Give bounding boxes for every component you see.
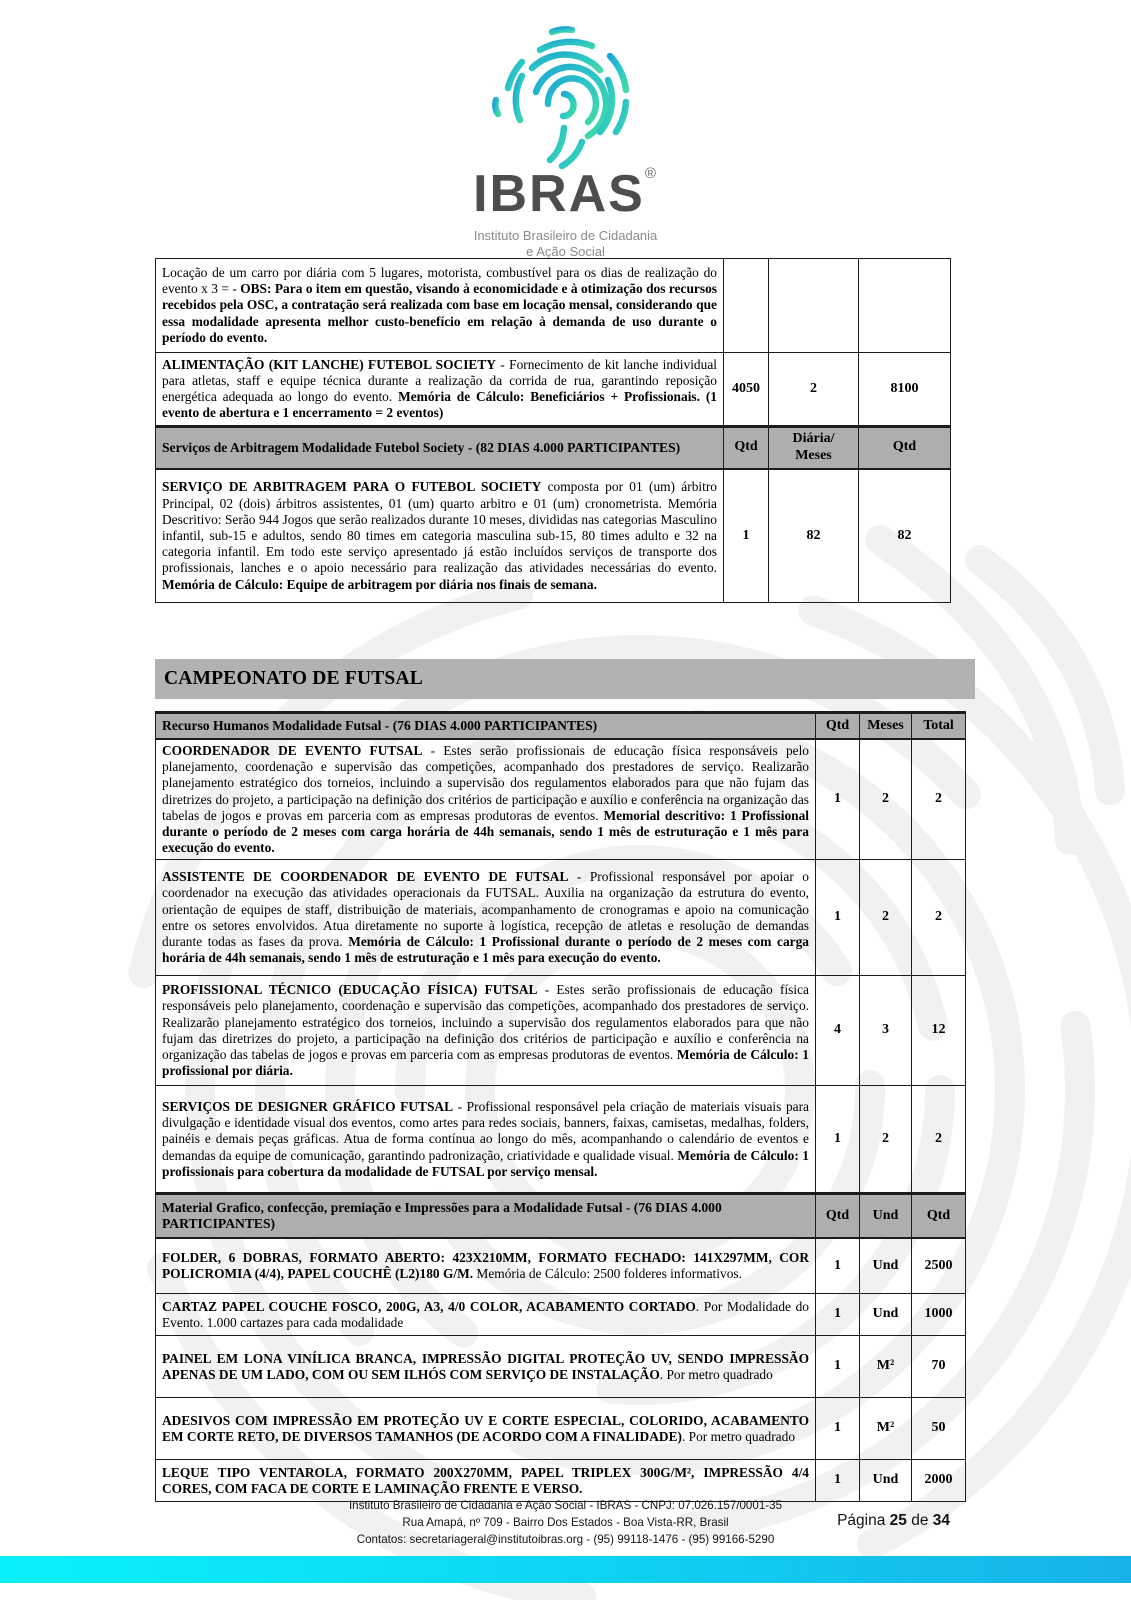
memoria-calculo: Memória de Cálculo: Beneficiários + Profissionais. (1 evento de abertura e 1 encerramento = 2 eventos) — [162, 389, 717, 421]
und-cell: Und — [860, 1294, 912, 1336]
table-row — [156, 976, 966, 1086]
diaria-cell: 82 — [769, 469, 859, 603]
table-row — [156, 1086, 966, 1194]
description-text: - Profissional responsável por apoiar o coordenador na execução das atividades operacionais da FUTSAL. Auxilia na organização da estrutura do evento, orientação de equipes de staff, distribuição de materiais, acompanhamento de cronogramas e apoio na comunicação entre os setores envolvidos. Atua diretamente no suporte à logística, recepção de atletas e resolução de demandas durante todas as fases da prova. — [162, 869, 809, 950]
und-cell: M² — [860, 1398, 912, 1460]
item-description-cell — [156, 1336, 816, 1398]
bottom-gradient-bar — [0, 1556, 1131, 1583]
item-description-cell — [156, 259, 724, 353]
item-title: LEQUE TIPO VENTAROLA, FORMATO 200X270MM, PAPEL TRIPLEX 300G/M², IMPRESSÃO 4/4 CORES, COM FACA DE CORTE E LAMINAÇÃO FRENTE E VERSO. — [162, 1464, 809, 1496]
section-title: Recurso Humanos Modalidade Futsal - (76 DIAS 4.000 PARTICIPANTES) — [156, 713, 816, 739]
item-description-cell — [156, 1294, 816, 1336]
total-cell: 1000 — [912, 1294, 966, 1336]
qtd-cell — [724, 259, 769, 353]
total-cell: 2 — [912, 1086, 966, 1194]
brand-tagline — [474, 228, 658, 261]
section-header-row — [156, 1194, 966, 1238]
item-title: ALIMENTAÇÃO (KIT LANCHE) FUTEBOL SOCIETY — [162, 356, 496, 372]
qtd-cell: 1 — [816, 739, 860, 860]
und-cell: M² — [860, 1336, 912, 1398]
total-cell: 8100 — [859, 353, 951, 427]
table-row — [156, 353, 951, 427]
meses-cell: 2 — [860, 1086, 912, 1194]
registered-mark-icon: ® — [644, 165, 658, 182]
qtd-cell: 1 — [724, 469, 769, 603]
table-row — [156, 469, 951, 603]
brand-text: IBRAS — [473, 165, 645, 223]
description-text: composta por 01 (um) árbitro Principal, 02 (dois) árbitros assistentes, 01 (um) quarto arbitro e 01 (um) cronometrista. Memória Descritivo: Serão 944 Jogos que serão realizados durante 10 meses, divididas nas categorias Masculino infantil, sub-15 e adultos, sendo 80 times em categoria masculina sub-15, 80 times adulto e 32 na categoria infantil. Em todo este serviço apresentado já estão incluídos serviços de transporte dos profissionais, lanches e o apoio necessário para realização das atividades necessárias do evento. — [162, 479, 717, 576]
description-text: - Estes serão profissionais de educação física responsáveis pelo planejamento, coordenação e supervisão das competições, acompanhado dos prestadores de serviço. Realizarão planejamento estratégico dos torneios, incluindo a supervisão dos regulamentos elaborados para que não fujam das diretrizes do projeto, a participação na definição dos critérios de participação e auxílio e conferência na organização das tabelas de jogos e provas em parceria com as empresas produtoras de eventos. — [162, 982, 809, 1063]
description-text: - Profissional responsável pela criação de materiais visuais para divulgação e identidade visual dos eventos, como artes para redes sociais, banners, faixas, camisetas, medalhas, folders, painéis e demais peças gráficas. Atua de forma contínua ao longo do mês, acompanhando o calendário de eventos e demandas da equipe de comunicação, garantindo padronização, criatividade e qualidade visual. — [162, 1098, 809, 1163]
qtd-cell: 1 — [816, 1086, 860, 1194]
footer-line-address: Rua Amapá, nº 709 - Bairro Dos Estados - Boa Vista-RR, Brasil — [402, 1515, 729, 1529]
ibras-fingerprint-logo — [486, 24, 646, 174]
page-total: 34 — [932, 1512, 950, 1529]
footer-address-block — [0, 1498, 1131, 1548]
qtd-cell: 1 — [816, 1238, 860, 1294]
footer-line-contacts: Contatos: secretariageral@institutoibras.org - (95) 99118-1476 - (95) 99166-5290 — [356, 1532, 775, 1546]
item-description-cell — [156, 860, 816, 976]
und-cell: Und — [860, 1238, 912, 1294]
total-cell — [859, 259, 951, 353]
item-title: ASSISTENTE DE COORDENADOR DE EVENTO DE FUTSAL — [162, 869, 569, 885]
memoria-calculo: Memorial descritivo: 1 Profissional durante o período de 2 meses com carga horária de 44h semanais, sendo 1 mês de estruturação e 1 mês para execução do evento. — [162, 807, 810, 856]
description-text: - Estes serão profissionais de educação física responsáveis pelo planejamento, coordenação e supervisão das competições, acompanhado dos prestadores de serviço. Realizarão planejamento estratégico dos torneios, incluindo a supervisão dos regulamentos elaborados para que não fujam das diretrizes do projeto, a participação na definição dos critérios de participação e auxílio e conferência na organização das tabelas de jogos e provas em parceria com as empresas produtoras de eventos. — [162, 742, 809, 823]
qtd-cell: 1 — [816, 1294, 860, 1336]
item-title: ADESIVOS COM IMPRESSÃO EM PROTEÇÃO UV E CORTE ESPECIAL, COLORIDO, ACABAMENTO EM CORTE RETO, DE DIVERSOS TAMANHOS (DE ACORDO COM A FINALIDADE) — [162, 1412, 809, 1444]
description-text: . Por metro quadrado — [659, 1366, 773, 1382]
table-row — [156, 1460, 966, 1502]
column-header-qtd: Qtd — [816, 713, 860, 739]
table-row — [156, 1238, 966, 1294]
total-cell: 82 — [859, 469, 951, 603]
item-title: FOLDER, 6 DOBRAS, FORMATO ABERTO: 423X210MM, FORMATO FECHADO: 141X297MM, COR POLICROMIA (4/4), PAPEL COUCHÊ (L2)180 G/M. — [162, 1249, 809, 1282]
futsal-table — [155, 711, 966, 1502]
futebol-society-table — [155, 258, 951, 603]
item-description-cell — [156, 353, 724, 427]
table-row — [156, 1398, 966, 1460]
column-header-qtd2: Qtd — [859, 427, 951, 469]
meses-cell: 2 — [860, 739, 912, 860]
item-title: PAINEL EM LONA VINÍLICA BRANCA, IMPRESSÃO DIGITAL PROTEÇÃO UV, SENDO IMPRESSÃO APENAS DE UM LADO, COM OU SEM ILHÓS COM SERVIÇO DE INSTALAÇÃO — [162, 1350, 809, 1382]
page-of-label: de — [906, 1512, 933, 1529]
page-number — [837, 1512, 950, 1530]
section-title: Material Grafico, confecção, premiação e Impressões para a Modalidade Futsal - (76 DIAS 4.000 PARTICIPANTES) — [156, 1194, 816, 1238]
section-header-row — [156, 427, 951, 469]
diaria-cell — [769, 259, 859, 353]
tagline-line2: e Ação Social — [526, 244, 605, 260]
table-row — [156, 739, 966, 860]
total-cell: 2 — [912, 739, 966, 860]
page-label: Página — [837, 1512, 890, 1529]
qtd-cell: 4 — [816, 976, 860, 1086]
item-title: PROFISSIONAL TÉCNICO (EDUCAÇÃO FÍSICA) FUTSAL — [162, 982, 538, 998]
meses-cell: 2 — [860, 860, 912, 976]
footer-line-org: Instituto Brasileiro de Cidadania e Ação Social - IBRAS - CNPJ: 07.026.157/0001-35 — [348, 1499, 783, 1512]
tagline-line1: Instituto Brasileiro de Cidadania — [473, 228, 658, 243]
description-text: . Por metro quadrado — [681, 1428, 796, 1444]
column-header-meses: Meses — [860, 713, 912, 739]
table-row — [156, 860, 966, 976]
table-row — [156, 1294, 966, 1336]
meses-cell: 3 — [860, 976, 912, 1086]
qtd-cell: 1 — [816, 860, 860, 976]
memoria-calculo: Memória de Cálculo: 1 Profissional durante o período de 2 meses com carga horária de 44h semanais, sendo 1 mês de estruturação e 1 mês para execução do evento. — [162, 934, 809, 966]
qtd-cell: 1 — [816, 1336, 860, 1398]
column-header-qtd: Qtd — [724, 427, 769, 469]
column-header-und: Und — [860, 1194, 912, 1238]
total-cell: 70 — [912, 1336, 966, 1398]
item-description-cell — [156, 1460, 816, 1502]
page-footer — [0, 1498, 1131, 1560]
column-header-diaria-meses: Diária/ Meses — [769, 427, 859, 469]
memoria-calculo: Memória de Cálculo: 1 profissionais para cobertura da modalidade de FUTSAL por serviço mensal. — [162, 1147, 809, 1179]
diaria-cell: 2 — [769, 353, 859, 427]
section-header-row — [156, 713, 966, 739]
item-description-cell — [156, 739, 816, 860]
column-header-total: Total — [912, 713, 966, 739]
description-text: Memória de Cálculo: 2500 folderes informativos. — [473, 1266, 742, 1282]
qtd-cell: 1 — [816, 1398, 860, 1460]
total-cell: 12 — [912, 976, 966, 1086]
description-bold-note: OBS: Para o item em questão, visando à economicidade e à otimização dos recursos recebidos pela OSC, a contratação será realizada com base em locação mensal, considerando que essa modalidade apresenta melhor custo-benefício em relação à demanda de uso durante o período do evento. — [162, 281, 717, 345]
item-title: SERVIÇOS DE DESIGNER GRÁFICO FUTSAL — [162, 1098, 454, 1114]
item-title: CARTAZ PAPEL COUCHE FOSCO, 200G, A3, 4/0 COLOR, ACABAMENTO CORTADO — [162, 1298, 696, 1314]
description-text: - Fornecimento de kit lanche individual para atletas, staff e equipe técnica durante a realização da corrida de rua, garantindo reposição energética adequada ao longo do evento. — [162, 356, 717, 404]
item-description-cell — [156, 976, 816, 1086]
column-header-qtd: Qtd — [816, 1194, 860, 1238]
brand-wordmark — [473, 165, 658, 223]
item-description-cell — [156, 1398, 816, 1460]
page-current: 25 — [889, 1512, 907, 1529]
section-title: Serviços de Arbitragem Modalidade Futebol Society - (82 DIAS 4.000 PARTICIPANTES) — [156, 427, 724, 469]
total-cell: 2500 — [912, 1238, 966, 1294]
table-row — [156, 259, 951, 353]
table-row — [156, 1336, 966, 1398]
logo-block — [0, 24, 1131, 261]
qtd-cell: 4050 — [724, 353, 769, 427]
memoria-calculo: Memória de Cálculo: 1 profissional por diária. — [162, 1047, 809, 1079]
item-description-cell — [156, 469, 724, 603]
item-description-cell — [156, 1086, 816, 1194]
item-title: COORDENADOR DE EVENTO FUTSAL — [162, 742, 423, 758]
item-title: SERVIÇO DE ARBITRAGEM PARA O FUTEBOL SOCIETY — [162, 479, 542, 495]
qtd-cell: 1 — [816, 1460, 860, 1502]
total-cell: 50 — [912, 1398, 966, 1460]
document-content — [155, 258, 975, 1502]
section-heading-campeonato-futsal: CAMPEONATO DE FUTSAL — [155, 659, 975, 699]
description-text: Locação de um carro por diária com 5 lugares, motorista, combustível para os dias de realização do evento x 3 = - — [162, 264, 717, 297]
und-cell: Und — [860, 1460, 912, 1502]
description-text: . Por Modalidade do Evento. 1.000 cartazes para cada modalidade — [162, 1298, 810, 1330]
item-description-cell — [156, 1238, 816, 1294]
column-header-qtd2: Qtd — [912, 1194, 966, 1238]
total-cell: 2 — [912, 860, 966, 976]
total-cell: 2000 — [912, 1460, 966, 1502]
memoria-calculo: Memória de Cálculo: Equipe de arbitragem por diária nos finais de semana. — [162, 576, 597, 592]
